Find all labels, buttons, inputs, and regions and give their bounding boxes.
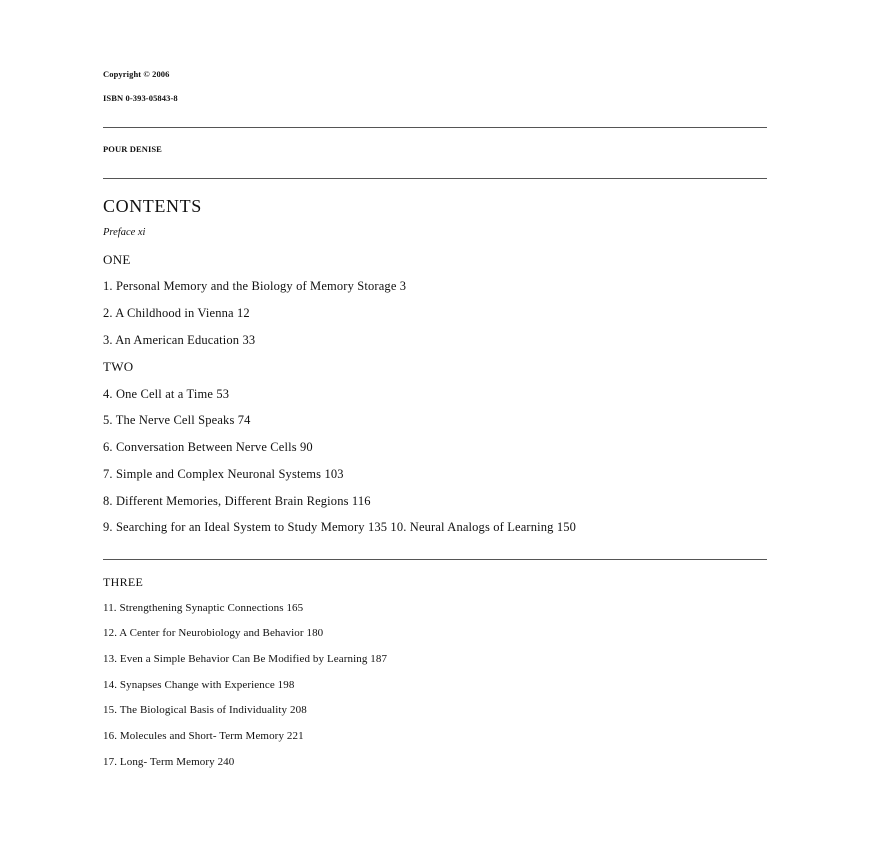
toc-entry: 4. One Cell at a Time 53	[103, 387, 230, 401]
part-two-label: TWO	[103, 359, 134, 374]
toc-entry: 16. Molecules and Short- Term Memory 221	[103, 730, 304, 742]
toc-entry: 11. Strengthening Synaptic Connections 165	[103, 602, 304, 614]
toc-entry: 8. Different Memories, Different Brain Regions 116	[103, 494, 371, 508]
toc-entry: 6. Conversation Between Nerve Cells 90	[103, 440, 313, 454]
divider-middle	[103, 178, 767, 179]
contents-heading: CONTENTS	[103, 196, 202, 216]
toc-entry: 13. Even a Simple Behavior Can Be Modified by Learning 187	[103, 653, 388, 665]
dedication-line: POUR DENISE	[103, 144, 162, 154]
isbn-line: ISBN 0-393-05843-8	[103, 93, 178, 103]
toc-entry: 12. A Center for Neurobiology and Behavior 180	[103, 627, 324, 639]
toc-entry: 2. A Childhood in Vienna 12	[103, 306, 250, 320]
divider-top	[103, 127, 767, 128]
toc-entry: 9. Searching for an Ideal System to Study Memory 135 10. Neural Analogs of Learning 150	[103, 520, 577, 534]
toc-entry: 17. Long- Term Memory 240	[103, 756, 235, 768]
preface-entry: Preface xi	[103, 227, 146, 238]
part-one-label: ONE	[103, 252, 131, 267]
part-three-label: THREE	[103, 575, 144, 589]
copyright-line: Copyright © 2006	[103, 69, 170, 79]
toc-entry: 14. Synapses Change with Experience 198	[103, 679, 295, 691]
divider-bottom	[103, 559, 767, 560]
toc-entry: 7. Simple and Complex Neuronal Systems 103	[103, 467, 344, 481]
toc-entry: 3. An American Education 33	[103, 333, 256, 347]
toc-entry: 5. The Nerve Cell Speaks 74	[103, 413, 251, 427]
toc-entry: 15. The Biological Basis of Individuality 208	[103, 704, 307, 716]
toc-entry: 1. Personal Memory and the Biology of Memory Storage 3	[103, 279, 407, 293]
